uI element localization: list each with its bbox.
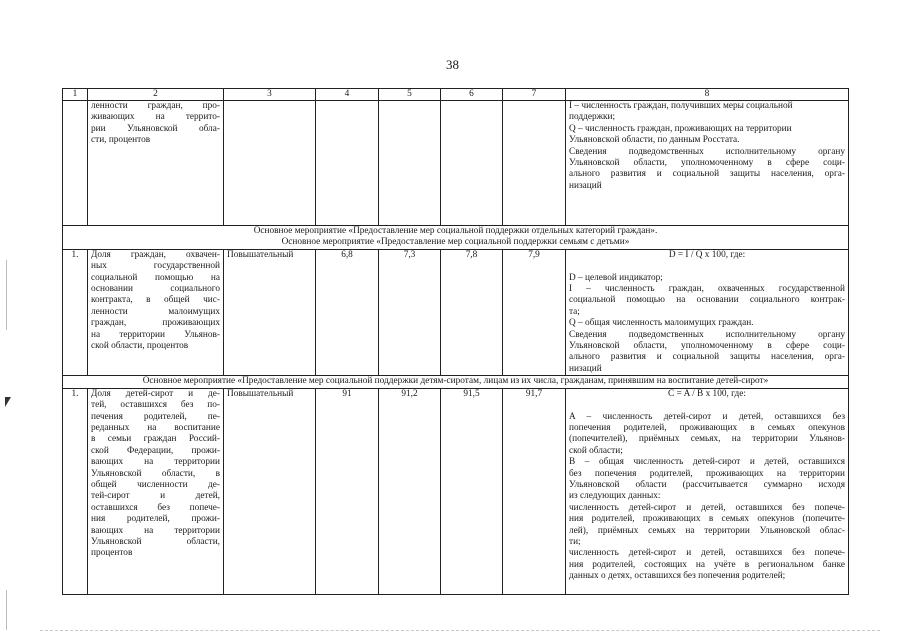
formula: D = I / Q х 100, где: xyxy=(668,249,746,260)
text-line: ального развития и социальной защиты населения, орга- xyxy=(569,352,845,363)
text-line: вающих на территории xyxy=(91,525,220,536)
text-line: ального развития и социальной защиты населения, орга- xyxy=(569,169,845,180)
section-row xyxy=(63,376,849,388)
text-line: ской области, процентов xyxy=(91,341,189,352)
text-line: ти; xyxy=(569,536,581,547)
text-line: ленности граждан, про- xyxy=(91,101,220,111)
text-line: в семьи граждан Россий- xyxy=(91,434,220,445)
text-line: ния родителей, проживающих в семьях опекунов (попечите- xyxy=(569,514,845,525)
text-line: Ульяновской области, xyxy=(91,536,220,547)
text-line: Q – численность граждан, проживающих на территории xyxy=(569,123,792,134)
col-header-3: 3 xyxy=(224,89,316,101)
cell-type: Повышательный xyxy=(224,388,316,594)
text-line: D – целевой индикатор; xyxy=(569,272,663,283)
table-row xyxy=(63,249,849,375)
text-line: Ульяновской области, по данным Росстата. xyxy=(569,135,740,146)
cell-value: 7,3 xyxy=(379,249,441,375)
cell-method xyxy=(566,101,849,226)
col-header-6: 6 xyxy=(441,89,503,101)
text-line: на территории Ульянов- xyxy=(91,329,220,340)
cell-value xyxy=(503,101,566,226)
cell-num: 1. xyxy=(63,388,88,594)
section-row xyxy=(63,226,849,250)
col-header-4: 4 xyxy=(316,89,379,101)
section-heading xyxy=(63,376,849,388)
cell-value xyxy=(379,101,441,226)
spacer xyxy=(569,261,845,272)
text-line: социальной помощью на основании социального контрак- xyxy=(569,295,845,306)
text-line: поддержки; xyxy=(569,112,616,123)
text-line: низаций xyxy=(569,180,602,191)
text-line: Ульяновской области, в xyxy=(91,468,220,479)
text-line: лей), приёмных семьях на территории Ульяновской облас- xyxy=(569,525,845,536)
text-line: живающих на террито- xyxy=(91,112,220,123)
text-line: I – численность граждан, охваченных государственной xyxy=(569,284,845,295)
text-line: низаций xyxy=(569,363,602,374)
indicator-table xyxy=(62,88,849,595)
text-line: ской Федерации, прожи- xyxy=(91,445,220,456)
cell-num xyxy=(63,101,88,226)
formula: C = A / B х 100, где: xyxy=(668,388,746,399)
text-line: численность детей-сирот и детей, оставшихся без попече- xyxy=(569,502,845,513)
cell-value: 7,8 xyxy=(441,249,503,375)
text-line: основании социального xyxy=(91,284,220,295)
cell-value: 6,8 xyxy=(316,249,379,375)
text-line: граждан, проживающих xyxy=(91,318,220,329)
text-line: попечения родителей, проживающих в семьях опекунов xyxy=(569,422,845,433)
text-line: I – численность граждан, получивших меры социальной xyxy=(569,101,793,111)
cursor-arrow-icon xyxy=(5,397,11,407)
text-line: ных государственной xyxy=(91,261,220,272)
cell-value xyxy=(441,101,503,226)
cell-type: Повышательный xyxy=(224,249,316,375)
cell-type xyxy=(224,101,316,226)
text-line: оставшихся без попече- xyxy=(91,502,220,513)
spacer xyxy=(569,400,845,411)
text-line: та; xyxy=(569,306,580,317)
section-line: Основное мероприятие «Предоставление мер социальной поддержки детям-сиротам, лицам из их числа, гражданам, принявшим на воспитание детей-сирот» xyxy=(142,376,769,387)
text-line: Ульяновской области, уполномоченному в сфере соци- xyxy=(569,158,845,169)
text-line: A – численность детей-сирот и детей, оставшихся без xyxy=(569,411,845,422)
text-line: Q – общая численность малоимущих граждан. xyxy=(569,318,754,329)
text-line: Сведения подведомственных исполнительному органу xyxy=(569,329,845,340)
text-line: без попечения родителей, проживающих на территории xyxy=(569,468,845,479)
text-line: Ульяновской области, уполномоченному в сфере соци- xyxy=(569,341,845,352)
text-line: социальной помощью на xyxy=(91,272,220,283)
col-header-5: 5 xyxy=(379,89,441,101)
text-line: реданных на воспитание xyxy=(91,422,220,433)
text-line: Доля детей-сирот и де- xyxy=(91,388,220,399)
scan-noise xyxy=(40,630,880,632)
cell-value xyxy=(316,101,379,226)
col-header-8: 8 xyxy=(566,89,849,101)
text-line: процентов xyxy=(91,548,133,559)
page-number: 38 xyxy=(446,57,459,72)
cell-value: 91,7 xyxy=(503,388,566,594)
text-line: вающих на территории xyxy=(91,457,220,468)
col-header-1: 1 xyxy=(63,89,88,101)
text-line: ния родителей, прожи- xyxy=(91,514,220,525)
cell-indicator xyxy=(88,249,224,375)
cell-indicator xyxy=(88,388,224,594)
table-row xyxy=(63,388,849,594)
section-line: Основное мероприятие «Предоставление мер социальной поддержки семьям с детьми» xyxy=(281,237,630,248)
table-row-continuation xyxy=(63,101,849,226)
cell-method xyxy=(566,249,849,375)
text-line: ской области; xyxy=(569,445,623,456)
text-line: Ульяновской области (рассчитывается суммарно исходя xyxy=(569,479,845,490)
cell-method xyxy=(566,388,849,594)
cell-value: 91,2 xyxy=(379,388,441,594)
text-line: общей численности де- xyxy=(91,479,220,490)
section-heading xyxy=(63,226,849,250)
col-header-7: 7 xyxy=(503,89,566,101)
col-header-2: 2 xyxy=(88,89,224,101)
column-header-row xyxy=(63,89,849,101)
margin-mark xyxy=(6,260,7,330)
text-line: тей-сирот и детей, xyxy=(91,491,220,502)
cell-value: 91,5 xyxy=(441,388,503,594)
cell-value: 91 xyxy=(316,388,379,594)
text-line: тей, оставшихся без по- xyxy=(91,400,220,411)
text-line: из следующих данных: xyxy=(569,491,661,502)
text-line: печения родителей, пе- xyxy=(91,411,220,422)
text-line: ленности малоимущих xyxy=(91,306,220,317)
text-line: (попечителей), приёмных семьях, на территории Ульянов- xyxy=(569,434,845,445)
text-line: рии Ульяновской обла- xyxy=(91,123,220,134)
text-line: ния родителей, состоящих на учёте в региональном банке xyxy=(569,559,845,570)
margin-mark xyxy=(6,590,7,630)
text-line: B – общая численность детей-сирот и детей, оставшихся xyxy=(569,457,845,468)
text-line: данных о детях, оставшихся без попечения родителей; xyxy=(569,571,786,582)
text-line: Доля граждан, охвачен- xyxy=(91,249,220,260)
text-line: сти, процентов xyxy=(91,135,151,146)
text-line: Сведения подведомственных исполнительному органу xyxy=(569,146,845,157)
cell-indicator xyxy=(88,101,224,226)
text-line: контракта, в общей чис- xyxy=(91,295,220,306)
section-line: Основное мероприятие «Предоставление мер социальной поддержки отдельных категорий граждан». xyxy=(253,226,658,236)
cell-value: 7,9 xyxy=(503,249,566,375)
text-line: численность детей-сирот и детей, оставшихся без попече- xyxy=(569,548,845,559)
cell-num: 1. xyxy=(63,249,88,375)
